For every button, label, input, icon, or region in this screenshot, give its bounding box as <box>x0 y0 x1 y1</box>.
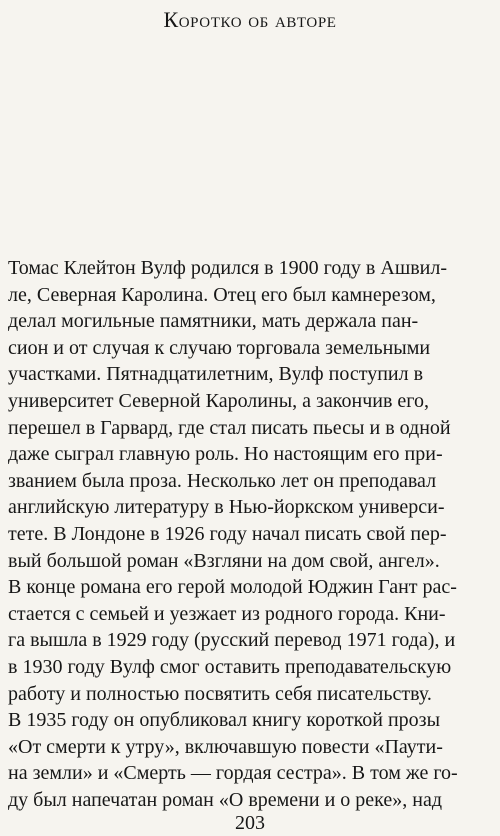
text-line: участками. Пятнадцатилетним, Вулф поступил в <box>8 363 424 386</box>
text-line: ду был напечатан роман «О времени и о реке», над <box>8 788 443 811</box>
text-line: английскую литературу в Нью-йоркском универси- <box>8 496 445 519</box>
page-number: 203 <box>235 812 265 834</box>
text-line: званием была проза. Несколько лет он преподавал <box>8 469 437 492</box>
text-line: делал могильные памятники, мать держала пан- <box>8 310 419 333</box>
text-line: вый большой роман «Взгляни на дом свой, ангел». <box>8 549 440 572</box>
text-line: работу и полностью посвятить себя писательству. <box>8 682 432 705</box>
text-line: В конце романа его герой молодой Юджин Гант рас- <box>8 576 457 599</box>
text-line: даже сыграл главную роль. Но настоящим его при- <box>8 443 443 466</box>
text-line: «От смерти к утру», включавшую повести «Паути- <box>8 735 443 758</box>
body-text <box>8 255 500 813</box>
text-line: Томас Клейтон Вулф родился в 1900 году в Ашвил- <box>8 257 448 279</box>
text-line: перешел в Гарвард, где стал писать пьесы и в одной <box>8 416 451 439</box>
text-line: га вышла в 1929 году (русский перевод 1971 года), и <box>8 629 456 652</box>
text-line: ле, Северная Каролина. Отец его был камнерезом, <box>8 283 436 306</box>
text-line: В 1935 году он опубликовал книгу короткой прозы <box>8 709 441 732</box>
text-line: университет Северной Каролины, а закончив его, <box>8 389 429 412</box>
text-line: в 1930 году Вулф смог оставить преподавательскую <box>8 655 452 678</box>
page-title: Коротко об авторе <box>163 7 337 32</box>
text-line: тете. В Лондоне в 1926 году начал писать свой пер- <box>8 522 447 545</box>
text-line: на земли» и «Смерть — гордая сестра». В том же го- <box>8 762 458 785</box>
text-line: сион и от случая к случаю торговала земельными <box>8 336 431 359</box>
text-line: стается с семьей и уезжает из родного города. Кни- <box>8 602 446 625</box>
